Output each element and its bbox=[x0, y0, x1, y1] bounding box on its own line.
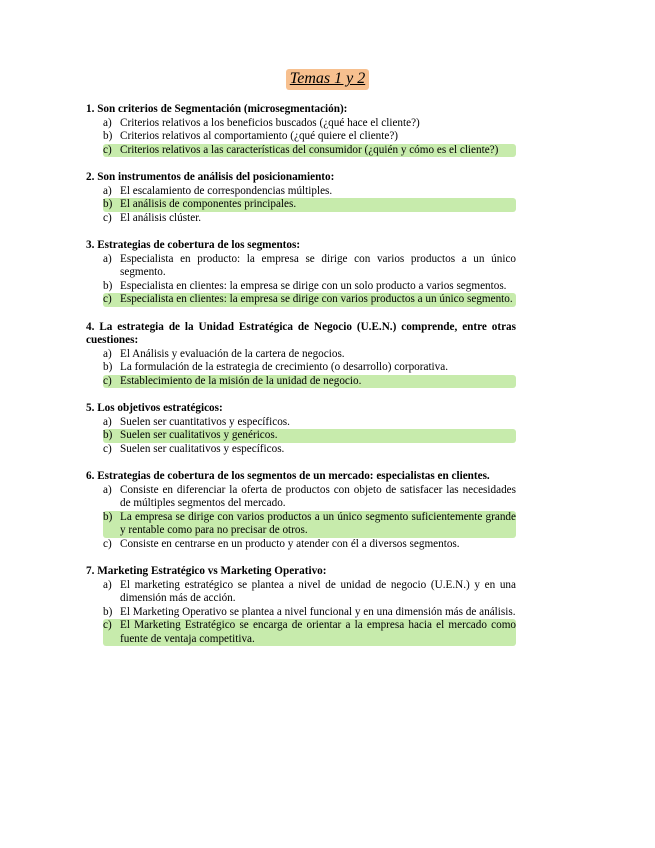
option-a bbox=[86, 579, 516, 606]
options-list bbox=[86, 579, 516, 647]
option-letter: c) bbox=[103, 375, 120, 389]
questions-list bbox=[86, 103, 516, 660]
option-letter: c) bbox=[103, 537, 112, 550]
question-text: 2. Son instrumentos de análisis del posicionamiento: bbox=[86, 171, 335, 183]
options-list bbox=[86, 484, 516, 552]
option-letter: a) bbox=[103, 483, 112, 496]
option-letter: b) bbox=[103, 198, 120, 212]
option-text: Criterios relativos a las características del consumidor (¿quién y cómo es el cliente?) bbox=[120, 144, 516, 158]
option-text: Especialista en producto: la empresa se dirige con varios productos a un único segmento. bbox=[120, 252, 516, 278]
option-letter: a) bbox=[103, 184, 112, 197]
question-text: 1. Son criterios de Segmentación (microsegmentación): bbox=[86, 103, 348, 115]
option-letter: a) bbox=[103, 116, 112, 129]
option-text: Especialista en clientes: la empresa se dirige con un solo producto a varios segmentos. bbox=[120, 279, 507, 292]
options-list bbox=[86, 185, 516, 226]
option-letter: c) bbox=[103, 442, 112, 455]
question-3 bbox=[86, 239, 516, 307]
option-text: El Marketing Operativo se plantea a nivel funcional y en una dimensión más de análisis. bbox=[120, 605, 516, 618]
option-text: El análisis de componentes principales. bbox=[120, 198, 516, 212]
question-6 bbox=[86, 470, 516, 551]
option-text: Especialista en clientes: la empresa se dirige con varios productos a un único segmento. bbox=[120, 293, 516, 307]
option-letter: b) bbox=[103, 361, 113, 373]
option-text: La empresa se dirige con varios productos a un único segmento suficientemente grande y rentable como para no precisar de otros. bbox=[120, 510, 516, 536]
options-list bbox=[86, 253, 516, 307]
title-wrap bbox=[0, 69, 655, 90]
option-text: Suelen ser cualitativos y específicos. bbox=[120, 442, 285, 455]
option-text: El escalamiento de correspondencias múltiples. bbox=[120, 184, 333, 197]
question-5 bbox=[86, 402, 516, 456]
option-c-highlighted bbox=[86, 619, 516, 646]
option-c bbox=[86, 443, 516, 457]
option-text: Consiste en centrarse en un producto y atender con él a diversos segmentos. bbox=[120, 537, 460, 550]
option-c bbox=[86, 538, 516, 552]
option-a bbox=[86, 348, 516, 362]
question-text: 3. Estrategias de cobertura de los segmentos: bbox=[86, 239, 301, 251]
option-letter: c) bbox=[103, 144, 120, 158]
question-text: 4. La estrategia de la Unidad Estratégica de Negocio (U.E.N.) comprende, entre otras cuestiones: bbox=[86, 320, 516, 346]
question-text: 7. Marketing Estratégico vs Marketing Operativo: bbox=[86, 565, 327, 577]
option-c-highlighted bbox=[86, 375, 516, 389]
question-4 bbox=[86, 321, 516, 389]
question-1 bbox=[86, 103, 516, 157]
option-text: El marketing estratégico se plantea a nivel de unidad de negocio (U.E.N.) y en una dimensión más de acción. bbox=[120, 578, 516, 604]
option-letter: b) bbox=[103, 130, 113, 142]
option-a bbox=[86, 185, 516, 199]
option-b bbox=[86, 130, 516, 144]
option-letter: a) bbox=[103, 252, 112, 265]
option-a bbox=[86, 253, 516, 280]
option-c-highlighted bbox=[86, 144, 516, 158]
option-letter: c) bbox=[103, 293, 120, 307]
option-c bbox=[86, 212, 516, 226]
option-text: Establecimiento de la misión de la unidad de negocio. bbox=[120, 375, 516, 389]
option-text: El Análisis y evaluación de la cartera de negocios. bbox=[120, 347, 345, 360]
option-letter: c) bbox=[103, 211, 112, 224]
option-letter: b) bbox=[103, 511, 120, 538]
option-b-highlighted bbox=[86, 511, 516, 538]
option-text: Consiste en diferenciar la oferta de productos con objeto de satisfacer las necesidades de múltiples segmentos del mercado. bbox=[120, 483, 516, 509]
option-text: Criterios relativos al comportamiento (¿qué quiere el cliente?) bbox=[120, 130, 399, 142]
option-text: La formulación de la estrategia de crecimiento (o desarrollo) corporativa. bbox=[120, 361, 449, 373]
options-list bbox=[86, 416, 516, 457]
question-7 bbox=[86, 565, 516, 646]
option-letter: b) bbox=[103, 429, 120, 443]
option-text: El Marketing Estratégico se encarga de orientar a la empresa hacia el mercado como fuente de ventaja competitiva. bbox=[120, 619, 516, 645]
option-a bbox=[86, 416, 516, 430]
option-text: Criterios relativos a los beneficios buscados (¿qué hace el cliente?) bbox=[120, 116, 420, 129]
option-letter: c) bbox=[103, 619, 120, 646]
option-b bbox=[86, 361, 516, 375]
option-letter: a) bbox=[103, 347, 112, 360]
option-b-highlighted bbox=[86, 429, 516, 443]
option-b bbox=[86, 606, 516, 620]
question-text: 5. Los objetivos estratégicos: bbox=[86, 402, 223, 414]
question-text: 6. Estrategias de cobertura de los segmentos de un mercado: especialistas en clientes. bbox=[86, 470, 490, 482]
option-letter: a) bbox=[103, 415, 112, 428]
option-letter: a) bbox=[103, 578, 112, 591]
option-c-highlighted bbox=[86, 293, 516, 307]
option-text: Suelen ser cuantitativos y específicos. bbox=[120, 415, 290, 428]
option-text: Suelen ser cualitativos y genéricos. bbox=[120, 429, 516, 443]
option-a bbox=[86, 484, 516, 511]
option-letter: b) bbox=[103, 605, 113, 618]
options-list bbox=[86, 117, 516, 158]
option-a bbox=[86, 117, 516, 131]
page-title: Temas 1 y 2 bbox=[286, 69, 369, 90]
option-b-highlighted bbox=[86, 198, 516, 212]
option-b bbox=[86, 280, 516, 294]
option-letter: b) bbox=[103, 279, 113, 292]
option-text: El análisis clúster. bbox=[120, 211, 202, 224]
options-list bbox=[86, 348, 516, 389]
question-2 bbox=[86, 171, 516, 225]
